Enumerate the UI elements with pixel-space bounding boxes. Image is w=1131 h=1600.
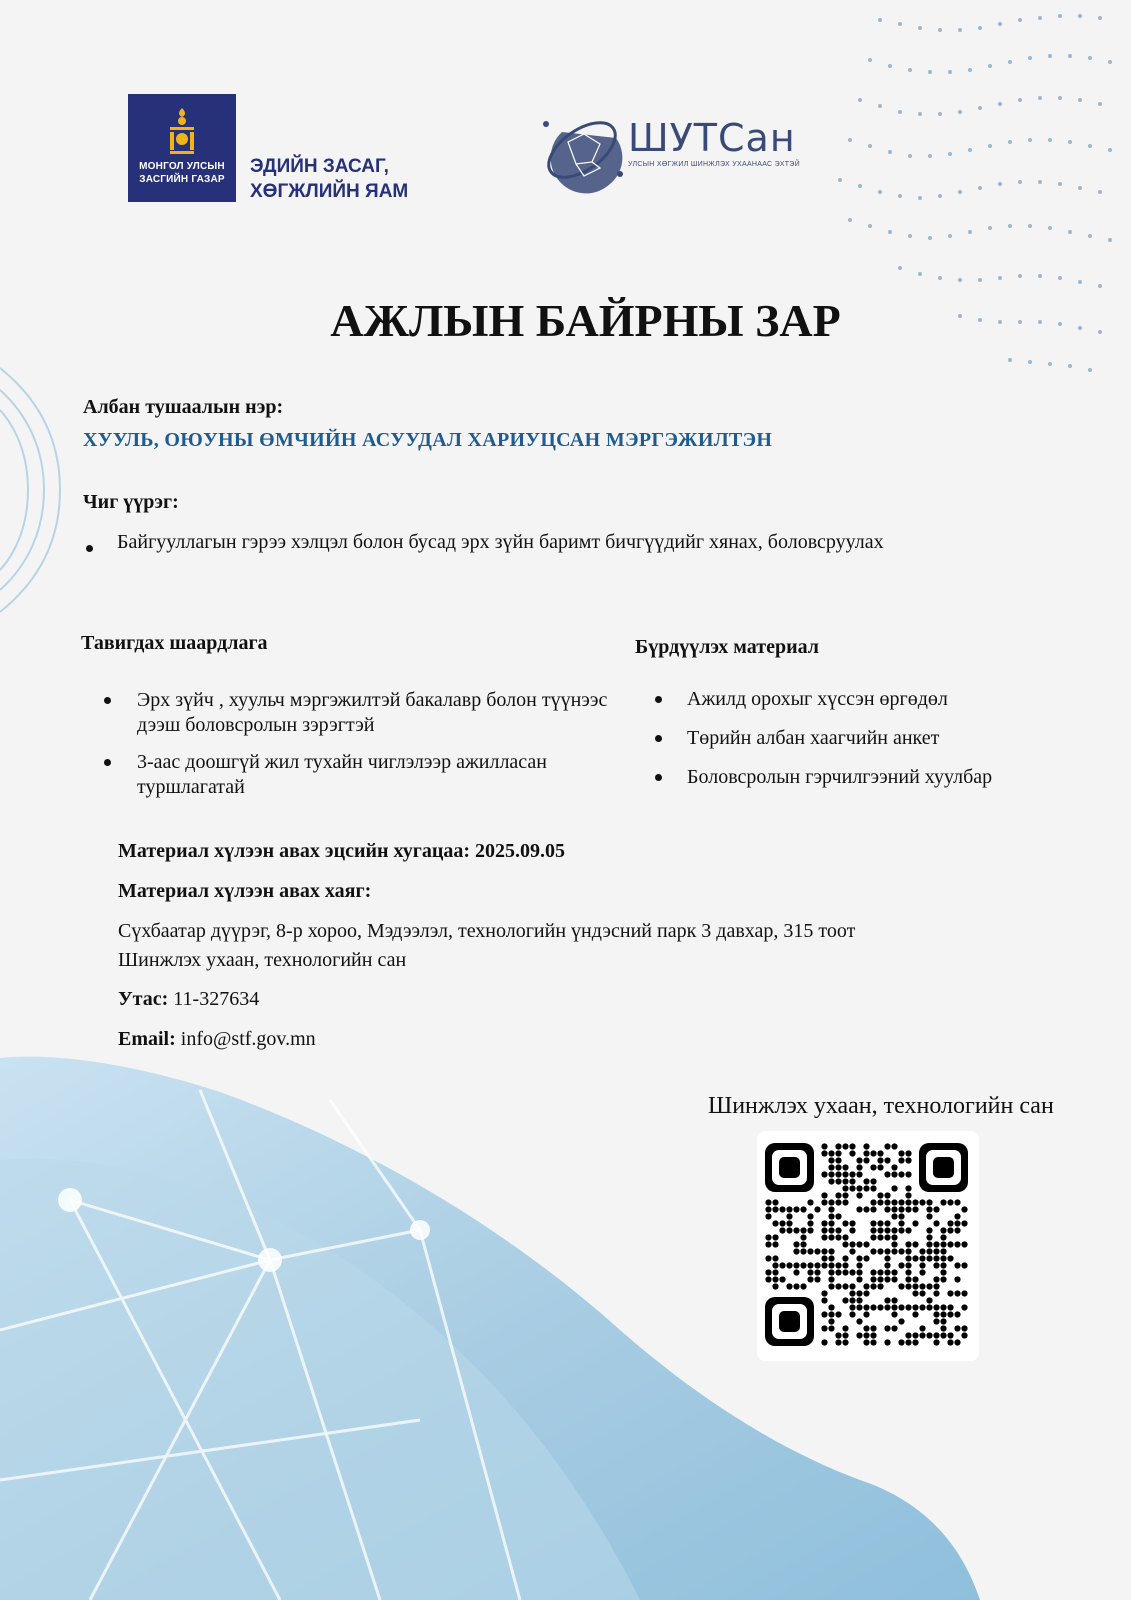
materials-label: Бүрдүүлэх материал [635,636,819,658]
qr-caption: Шинжлэх ухаан, технологийн сан [708,1093,1054,1119]
bullet-icon [86,545,93,552]
email [118,1028,316,1051]
email-address[interactable]: info@stf.gov.mn [180,1028,316,1050]
bullet-icon [104,759,111,766]
address-label: Материал хүлээн авах хаяг: [118,880,372,902]
bullet-icon [104,697,111,704]
government-name: МОНГОЛ УЛСЫН ЗАСГИЙН ГАЗАР [139,161,225,185]
requirements-label: Тавигдах шаардлага [81,632,268,654]
qr-code[interactable] [757,1131,979,1361]
phone-number[interactable]: 11-327634 [173,988,260,1010]
phone-label: Утас: [118,988,169,1010]
position-name: ХУУЛЬ, ОЮУНЫ ӨМЧИЙН АСУУДАЛ ХАРИУЦСАН МЭРГЭЖИЛТЭН [83,429,773,451]
duties-label: Чиг үүрэг: [83,491,179,513]
material-item: Боловсролын гэрчилгээний хуулбар [687,766,993,788]
address-line-1: Сүхбаатар дүүрэг, 8-р хороо, Мэдээлэл, технологийн үндэсний парк 3 давхар, 315 тоот [118,920,856,942]
material-item: Ажилд орохыг хүссэн өргөдөл [687,688,948,710]
bullet-icon [655,774,662,781]
address-line-2: Шинжлэх ухаан, технологийн сан [118,949,407,971]
requirement-item: Эрх зүйч , хуульч мэргэжилтэй бакалавр болон түүнээс дээш боловсролын зэрэгтэй [137,689,608,736]
position-label: Албан тушаалын нэр: [83,396,284,418]
bullet-icon [655,696,662,703]
stf-logo-name: ШУТСан [628,116,796,160]
duty-item: Байгууллагын гэрээ хэлцэл болон бусад эрх зүйн баримт бичгүүдийг хянах, боловсруулах [117,531,884,553]
phone [118,988,259,1011]
submission-deadline: Материал хүлээн авах эцсийн хугацаа: 2025.09.05 [118,840,566,862]
page-title: АЖЛЫН БАЙРНЫ ЗАР [330,295,841,346]
left-arcs [0,368,60,612]
soyombo-icon [166,106,198,156]
ministry-name: ЭДИЙН ЗАСАГ, ХӨГЖЛИЙН ЯАМ [250,156,409,202]
requirement-item: 3-аас доошгүй жил тухайн чиглэлээр ажилласан туршлагатай [137,751,548,798]
stf-logo-tagline: УЛСЫН ХӨГЖИЛ ШИНЖЛЭХ УХААНААС ЭХТЭЙ [628,161,800,168]
material-item: Төрийн албан хаагчийн анкет [687,727,940,749]
email-label: Email: [118,1028,176,1050]
bullet-icon [655,735,662,742]
qr-code-icon [757,1131,979,1361]
government-emblem-logo [128,94,236,202]
